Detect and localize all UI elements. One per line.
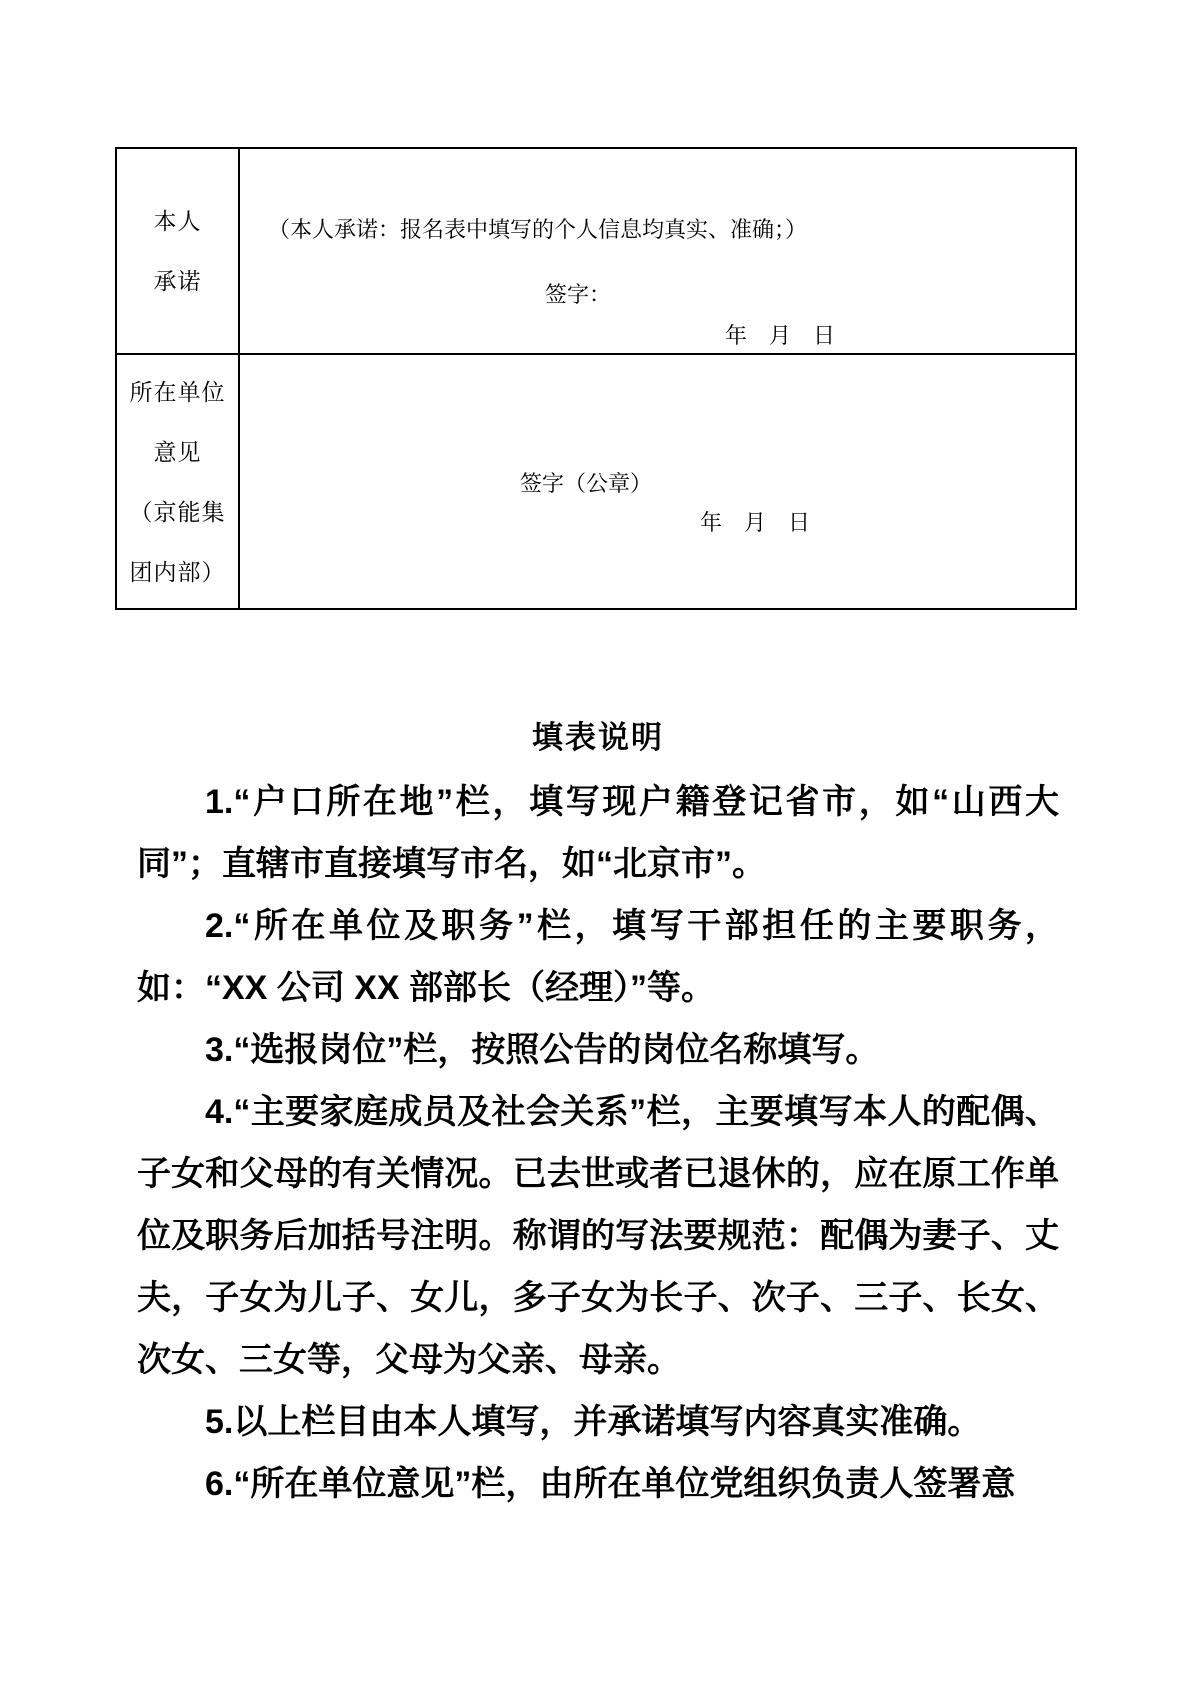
note-paragraph-6: 6.“所在单位意见”栏，由所在单位党组织负责人签署意 — [205, 1465, 1016, 1503]
form-instructions-section — [137, 712, 1059, 1515]
row-header-unit-opinion — [117, 355, 240, 608]
row-header-line: （京能集 — [129, 498, 226, 525]
note-paragraph-5: 5.以上栏目由本人填写，并承诺填写内容真实准确。 — [205, 1403, 982, 1441]
row-header-line: 本人 — [153, 208, 202, 234]
table-row-unit-opinion — [117, 355, 1075, 608]
note-paragraph-2: 2.“所在单位及职务”栏，填写干部担任的主要职务，如：“XX 公司 XX 部部长（经理）”等。 — [137, 907, 1059, 1007]
row-header-line: 团内部） — [129, 558, 226, 585]
note-paragraph-4: 4.“主要家庭成员及社会关系”栏，主要填写本人的配偶、子女和父母的有关情况。已去世或者已退休的，应在原工作单位及职务后加括号注明。称谓的写法要规范：配偶为妻子、丈夫，子女为儿子、女儿，多子女为长子、次子、三子、长女、次女、三女等，父母为父亲、母亲。 — [137, 1093, 1059, 1379]
note-paragraph-1: 1.“户口所在地”栏，填写现户籍登记省市，如“山西大同”；直辖市直接填写市名，如“北京市”。 — [137, 783, 1059, 883]
row-header-personal-commitment — [117, 149, 240, 353]
date-label: 年 月 日 — [725, 323, 836, 348]
personal-commitment-cell — [240, 149, 1075, 353]
unit-opinion-cell — [240, 355, 1075, 608]
instructions-title: 填表说明 — [532, 720, 664, 755]
row-header-line: 意见 — [153, 438, 202, 465]
signature-label: 签字： — [545, 282, 612, 307]
signature-seal-label: 签字（公章） — [520, 471, 653, 496]
note-paragraph-3: 3.“选报岗位”栏，按照公告的岗位名称填写。 — [205, 1031, 880, 1069]
commitment-table — [115, 147, 1077, 610]
date-label: 年 月 日 — [700, 510, 811, 535]
row-header-line: 所在单位 — [129, 378, 226, 405]
row-header-line: 承诺 — [153, 268, 202, 294]
table-row-personal-commitment — [117, 149, 1075, 355]
commitment-statement: （本人承诺：报名表中填写的个人信息均真实、准确；） — [268, 217, 808, 242]
